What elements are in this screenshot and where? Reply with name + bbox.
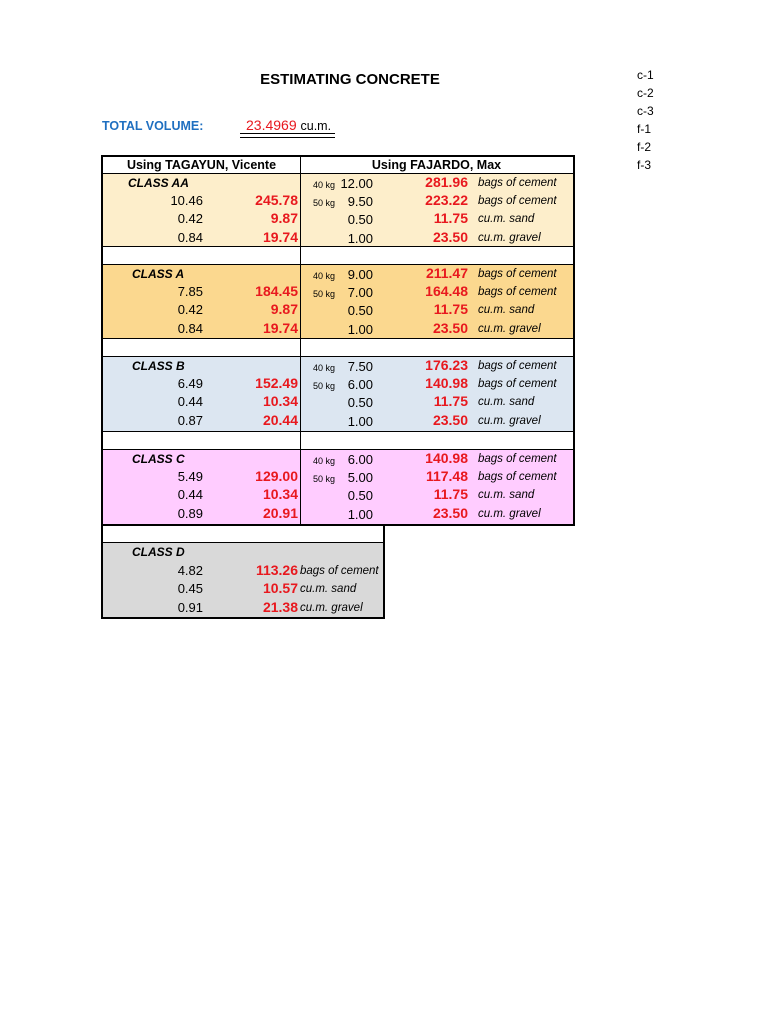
side-list-item: c-3: [637, 104, 654, 118]
total-volume-value[interactable]: [240, 117, 335, 133]
computed-value: 23.50: [432, 320, 468, 336]
computed-value: 20.91: [262, 505, 298, 521]
factor-value: 1.00: [347, 322, 373, 337]
computed-value: 184.45: [255, 283, 298, 299]
class-name: CLASS A: [132, 267, 185, 281]
main-table: [101, 155, 575, 526]
bag-weight: 40 kg: [313, 456, 336, 466]
factor-value: 9.50: [347, 194, 373, 209]
factor-value: 7.50: [347, 359, 373, 374]
factor-value: 0.42: [177, 302, 203, 317]
unit-label: cu.m. gravel: [300, 602, 363, 614]
computed-value: 211.47: [425, 265, 468, 281]
computed-value: 10.57: [262, 580, 298, 596]
unit-label: bags of cement: [478, 177, 557, 189]
factor-value: 9.00: [347, 267, 373, 282]
bag-weight: 40 kg: [313, 363, 336, 373]
unit-label: cu.m. sand: [478, 304, 535, 316]
computed-value: 19.74: [262, 229, 298, 245]
unit-label: bags of cement: [478, 268, 557, 280]
computed-value: 152.49: [255, 375, 298, 391]
class-name: CLASS C: [132, 452, 185, 466]
column-divider: [300, 157, 301, 524]
factor-value: 6.00: [347, 377, 373, 392]
side-list-item: c-1: [637, 68, 654, 82]
unit-label: cu.m. gravel: [478, 508, 541, 520]
factor-value: 0.89: [177, 506, 203, 521]
computed-value: 113.26: [255, 562, 298, 578]
computed-value: 281.96: [425, 174, 468, 190]
factor-value: 10.46: [170, 193, 203, 208]
unit-label: bags of cement: [478, 195, 557, 207]
side-list-item: f-3: [637, 158, 652, 172]
class-name: CLASS AA: [128, 176, 189, 190]
unit-label: bags of cement: [478, 471, 557, 483]
bag-weight: 50 kg: [313, 381, 336, 391]
class-block: [103, 174, 573, 246]
unit-label: bags of cement: [300, 565, 379, 577]
bag-weight: 40 kg: [313, 271, 336, 281]
factor-value: 4.82: [177, 563, 203, 578]
bag-weight: 50 kg: [313, 198, 336, 208]
factor-value: 6.00: [347, 452, 373, 467]
factor-value: 5.49: [177, 469, 203, 484]
unit-label: bags of cement: [478, 360, 557, 372]
row-divider: [103, 246, 573, 247]
computed-value: 9.87: [270, 210, 298, 226]
factor-value: 0.91: [177, 600, 203, 615]
factor-value: 0.50: [347, 303, 373, 318]
double-underline: [240, 133, 335, 138]
unit-label: cu.m. gravel: [478, 415, 541, 427]
factor-value: 0.42: [177, 211, 203, 226]
computed-value: 23.50: [432, 412, 468, 428]
row-divider: [103, 338, 573, 339]
computed-value: 10.34: [262, 486, 298, 502]
unit-label: bags of cement: [478, 453, 557, 465]
class-name: CLASS D: [132, 545, 185, 559]
computed-value: 9.87: [270, 301, 298, 317]
total-volume-label: TOTAL VOLUME:: [102, 119, 204, 133]
computed-value: 164.48: [425, 283, 468, 299]
factor-value: 1.00: [347, 507, 373, 522]
computed-value: 223.22: [425, 192, 468, 208]
side-list-item: c-2: [637, 86, 654, 100]
side-list-item: f-2: [637, 140, 652, 154]
factor-value: 0.84: [177, 321, 203, 336]
computed-value: 140.98: [425, 450, 468, 466]
side-list-item: f-1: [637, 122, 652, 136]
factor-value: 7.00: [347, 285, 373, 300]
computed-value: 117.48: [425, 468, 468, 484]
factor-value: 7.85: [177, 284, 203, 299]
unit-label: cu.m. gravel: [478, 323, 541, 335]
side-list: [637, 66, 654, 174]
class-block: [103, 357, 573, 431]
computed-value: 140.98: [425, 375, 468, 391]
factor-value: 0.84: [177, 230, 203, 245]
factor-value: 0.45: [177, 581, 203, 596]
computed-value: 245.78: [255, 192, 298, 208]
computed-value: 11.75: [433, 210, 468, 226]
factor-value: 0.50: [347, 488, 373, 503]
computed-value: 11.75: [433, 486, 468, 502]
factor-value: 0.44: [177, 394, 203, 409]
computed-value: 19.74: [262, 320, 298, 336]
unit-label: cu.m. sand: [478, 213, 535, 225]
class-d-table: [101, 524, 385, 619]
unit-label: bags of cement: [478, 378, 557, 390]
factor-value: 0.44: [177, 487, 203, 502]
unit-label: bags of cement: [478, 286, 557, 298]
computed-value: 176.23: [425, 357, 468, 373]
class-name: CLASS B: [132, 359, 185, 373]
factor-value: 0.50: [347, 212, 373, 227]
bag-weight: 50 kg: [313, 289, 336, 299]
computed-value: 129.00: [255, 468, 298, 484]
computed-value: 23.50: [432, 229, 468, 245]
unit-label: cu.m. sand: [300, 583, 357, 595]
computed-value: 21.38: [262, 599, 298, 615]
computed-value: 20.44: [262, 412, 298, 428]
row-divider: [103, 431, 573, 432]
computed-value: 11.75: [433, 393, 468, 409]
computed-value: 11.75: [433, 301, 468, 317]
bag-weight: 50 kg: [313, 474, 336, 484]
class-block: [103, 450, 573, 524]
total-volume-unit: cu.m.: [300, 119, 332, 133]
factor-value: 6.49: [177, 376, 203, 391]
unit-label: cu.m. sand: [478, 489, 535, 501]
factor-value: 12.00: [340, 176, 373, 191]
total-volume-number: 23.4969: [246, 117, 297, 133]
computed-value: 23.50: [432, 505, 468, 521]
unit-label: cu.m. gravel: [478, 232, 541, 244]
factor-value: 1.00: [347, 414, 373, 429]
factor-value: 0.87: [177, 413, 203, 428]
unit-label: cu.m. sand: [478, 396, 535, 408]
factor-value: 5.00: [347, 470, 373, 485]
header-right: Using FAJARDO, Max: [371, 158, 502, 172]
class-block: [103, 543, 383, 617]
computed-value: 10.34: [262, 393, 298, 409]
page-title: ESTIMATING CONCRETE: [260, 71, 440, 88]
factor-value: 1.00: [347, 231, 373, 246]
bag-weight: 40 kg: [313, 180, 336, 190]
class-block: [103, 265, 573, 338]
factor-value: 0.50: [347, 395, 373, 410]
header-left: Using TAGAYUN, Vicente: [126, 158, 277, 172]
